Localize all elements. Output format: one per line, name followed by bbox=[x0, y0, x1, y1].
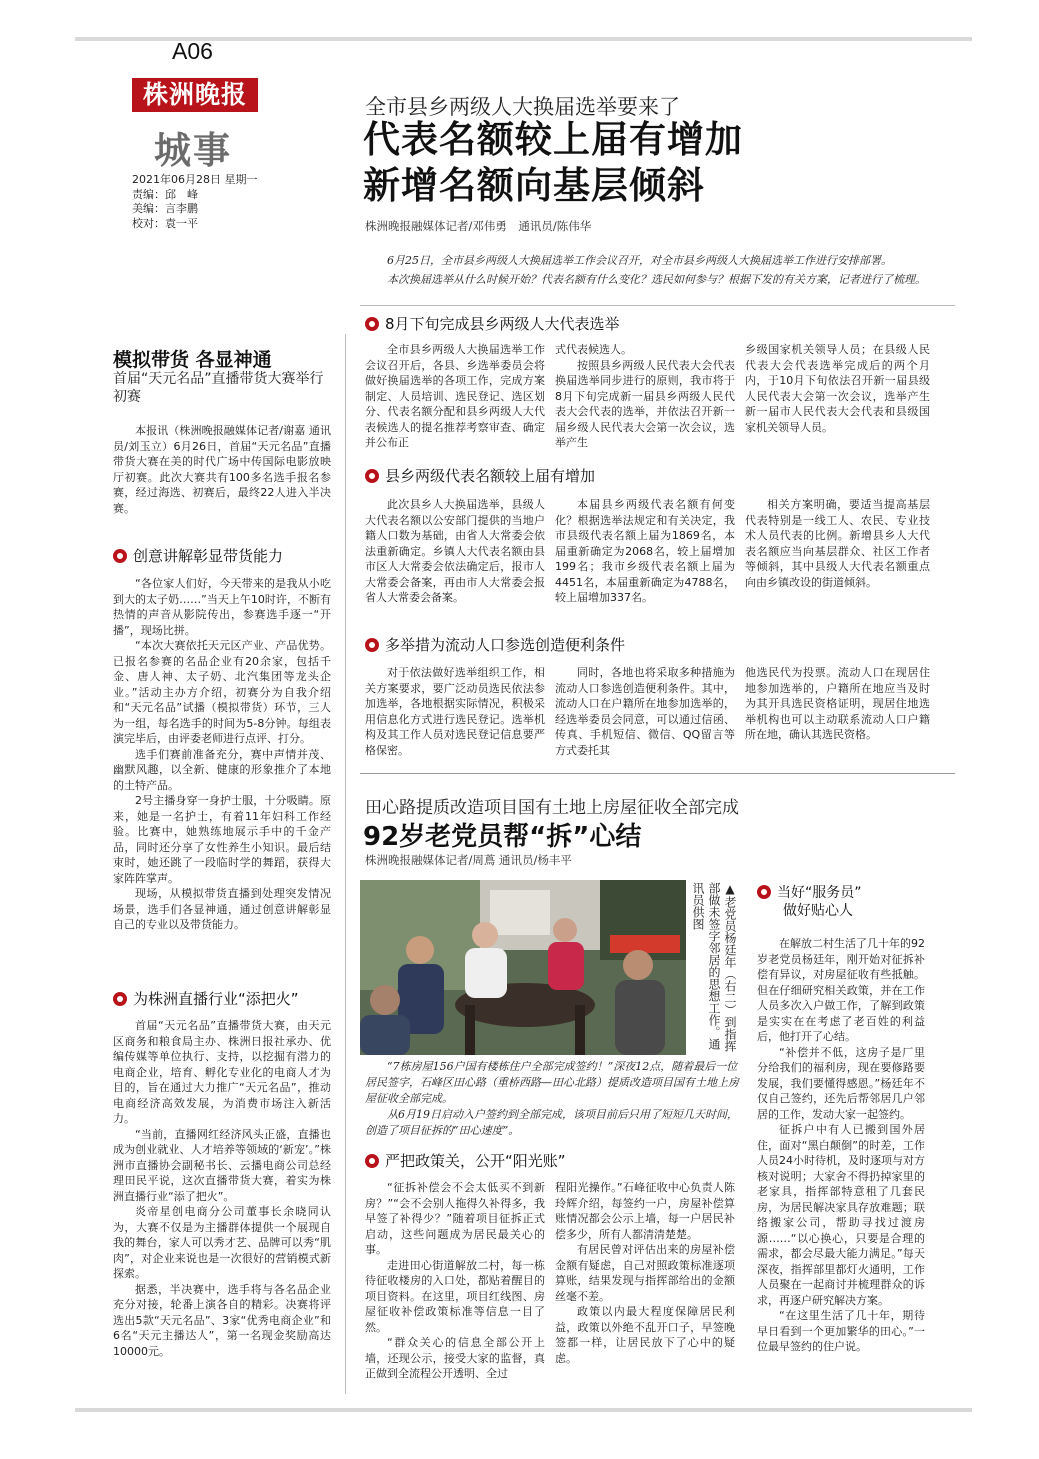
story2-byline: 株洲晚报融媒体记者/周蔦 通讯员/杨丰平 bbox=[365, 853, 572, 867]
story2-headline: 92岁老党员帮“拆”心结 bbox=[363, 822, 642, 852]
news-photo bbox=[360, 880, 686, 1055]
divider bbox=[360, 773, 955, 774]
meeting-photo-illustration bbox=[360, 880, 686, 1055]
subheading: 严把政策关，公开“阳光账” bbox=[365, 1150, 566, 1171]
left-story-title: 模拟带货 各显神通 bbox=[113, 349, 272, 371]
bullet-icon bbox=[113, 549, 127, 563]
proof-credit: 校对：袁一平 bbox=[132, 216, 198, 230]
story1-headline bbox=[363, 117, 743, 209]
article-column: 本届县乡两级代表名额有何变化？根据选举法规定和有关决定，我市县级代表名额上届为1869名，本届重新确定为2068名，较上届增加199名；我市乡级代表名额上届为4451名，本届重新确定为4788名，较上届增加337名。 bbox=[555, 498, 735, 604]
bullet-icon bbox=[365, 638, 379, 652]
intro-paragraph: 6月25日，全市县乡两级人大换届选举工作会议召开，对全市县乡两级人大换届选举工作进行安排部署。 bbox=[387, 254, 892, 267]
subheading: 创意讲解彰显带货能力 bbox=[113, 545, 283, 566]
bullet-icon bbox=[365, 317, 379, 331]
article-column: 此次县乡人大换届选举，县级人大代表名额以公安部门提供的当地户籍人口数为基础，由省人大常委会依法重新确定。乡镇人大代表名额由县市区人大常委会依法确定后，报市人大常委会备案，再由市人大常委会报省人大常委会备案。 bbox=[365, 498, 545, 604]
section-title: 城事 bbox=[154, 128, 232, 172]
page-number: A06 bbox=[172, 38, 213, 64]
divider bbox=[360, 305, 955, 306]
article-column: 他选民代为投票。流动人口在现居住地参加选举的，户籍所在地应当及时为其开具选民资格证明，现居住地选举机构也可以主动联系流动人口户籍所在地，确认其选民资格。 bbox=[745, 666, 930, 741]
left-story-subtitle: 首届“天元名品”直播带货大赛举行初赛 bbox=[113, 371, 324, 405]
subheading: 8月下旬完成县乡两级人大代表选举 bbox=[365, 313, 620, 334]
subheading: 当好“服务员” 做好贴心人 bbox=[757, 884, 862, 920]
article-column: 对于依法做好选举组织工作，相关方案要求，要广泛动员选民依法参加选举，各地根据实际情况，积极采用信息化方式进行选民登记。选举机构及其工作人员对选民登记信息要严格保密。 bbox=[365, 666, 545, 757]
issue-date: 2021年06月28日 星期一 bbox=[132, 173, 258, 186]
bullet-icon bbox=[113, 992, 127, 1006]
left-story-body: 首届“天元名品”直播带货大赛，由天元区商务和粮食局主办、株洲日报社承办、优编传媒等单位执行、支持，以挖掘有潜力的电商企业，培育、孵化专业化的电商人才为目的，旨在通过大力推广“天元名品”，推动电商经济高效发展，为消费市场注入新活力。 “当前，直播网红经济风头正盛，直播也成为创业就业、人才培养等领域的‘新宠’。”株洲市直播协会副秘书长、云播电商公司总经理田民平说，这次直播带货大赛，着实为株洲直播行业“添了把火”。 炎帝星创电商分公司董事长余晓同认为，大赛不仅是为主播群体提供一个展现自我的舞台，家人可以秀才艺、品牌可以秀“肌肉”，对企业来说也是一次很好的营销模式新探索。 据悉，半决赛中，选手将与各名品企业充分对接，轮番上演各自的精彩。决赛将评选出5款“天元名品”、3家“优秀电商企业”和6名“天元主播达人”，第一名现金奖励高达10000元。 bbox=[113, 1019, 331, 1358]
subheading: 为株洲直播行业“添把火” bbox=[113, 988, 299, 1009]
story1-byline: 株洲晚报融媒体记者/邓伟勇 通讯员/陈伟华 bbox=[365, 219, 592, 233]
story1-headline-line2: 新增名额向基层倾斜 bbox=[363, 164, 705, 207]
story1-headline-line1: 代表名额较上届有增加 bbox=[363, 118, 743, 161]
story1-intro bbox=[365, 251, 955, 289]
bullet-icon bbox=[365, 469, 379, 483]
bottom-rule bbox=[75, 1408, 972, 1412]
article-column: 程阳光操作。”石峰征收中心负责人陈玲辉介绍，每签约一户，房屋补偿算账情况都会公示上墙，每一户居民补偿多少，所有人都清清楚楚。 有居民曾对评估出来的房屋补偿金额有疑虑，自己对照政策标准逐项算账，结果发现与指挥部给出的金额丝毫不差。 政策以内最大程度保障居民利益，政策以外绝不乱开口子，早签晚签都一样，让居民放下了心中的疑虑。 bbox=[555, 1181, 735, 1365]
article-column: 全市县乡两级人大换届选举工作会议召开后，各县、乡选举委员会将做好换届选举的各项工作，完成方案制定、人员培训、选民登记、选区划分、代表名额分配和县乡两级人大代表候选人的提名推荐考察审查、确定并公布正 bbox=[365, 343, 545, 449]
article-column: 式代表候选人。 按照县乡两级人民代表大会代表换届选举同步进行的原则，我市将于8月下旬完成新一届县乡两级人民代表大会代表的选举，并依法召开新一届乡级人民代表大会第一次会议，选举产生 bbox=[555, 343, 735, 449]
issue-meta bbox=[132, 173, 258, 231]
article-column: 乡级国家机关领导人员；在县级人民代表大会代表选举完成后的两个月内，于10月下旬依法召开新一届县级人民代表大会第一次会议，选举产生新一届市人民代表大会代表和县级国家机关领导人员。 bbox=[745, 343, 930, 434]
art-credit: 美编：言李鹏 bbox=[132, 202, 198, 215]
story2-lead: “7栋房屋156户国有楼栋住户全部完成签约！”深夜12点，随着最后一位居民签字，石峰区田心路（重桥西路—田心北路）提质改造项目国有土地上房屋征收全部完成。 从6月19日启动入户签约到全部完成，该项目前后只用了短短几天时间，创造了项目征拆的“田心速度”。 bbox=[365, 1060, 739, 1137]
newspaper-masthead: 株洲晚报 bbox=[132, 78, 258, 112]
article-column: “征拆补偿会不会太低买不到新房？”“会不会别人拖得久补得多，我早签了补得少？”随着项目征拆正式启动，这些问题成为居民最关心的事。 走进田心街道解放二村，每一栋待征收楼房的入口处，都贴着醒目的项目资料。在这里，项目红线图、房屋征收补偿政策标准等信息一目了然。 “群众关心的信息全部公开上墙，还现公示，接受大家的监督，真正做到全流程公开透明、全过 bbox=[365, 1181, 545, 1380]
left-story-body: 本报讯（株洲晚报融媒体记者/谢嘉 通讯员/刘玉立）6月26日，首届“天元名品”直播带货大赛在美的时代广场中传国际电影放映厅初赛。此次大赛共有100多名选手报名参赛，经过海选、初赛后，最终22人进入半决赛。 bbox=[113, 424, 331, 515]
photo-caption: ▲老党员杨廷年（右二）到指挥部做未签字邻居的思想工作。通讯员供图 bbox=[691, 882, 737, 1052]
column-divider bbox=[345, 334, 346, 1394]
intro-paragraph: 本次换届选举从什么时候开始？代表名额有什么变化？选民如何参与？根据下发的有关方案，记者进行了梳理。 bbox=[387, 273, 926, 286]
bullet-icon bbox=[365, 1154, 379, 1168]
subheading: 多举措为流动人口参选创造便利条件 bbox=[365, 634, 625, 655]
story1-kicker: 全市县乡两级人大换届选举要来了 bbox=[365, 95, 680, 119]
bullet-icon bbox=[757, 885, 771, 899]
article-column: 在解放二村生活了几十年的92岁老党员杨廷年，刚开始对征拆补偿有异议，对房屋征收有些抵触。但在仔细研究相关政策，并在工作人员多次入户做工作，了解到政策是实实在在考虑了老百姓的利益后，他打开了心结。 “补偿并不低，这房子是厂里分给我们的福利房，现在要修路要发展，我们要懂得感恩。”杨廷年不仅自己签约，还先后帮邻居几户邻居的工作，发动大家一起签约。 征拆户中有人已搬到国外居住，面对“黑白颠倒”的时差，工作人员24小时待机，及时逐项与对方核对说明；大家舍不得扔掉家里的老家具，指挥部特意租了几套民房，为居民解决家具存放难题；联络搬家公司，帮助寻找过渡房源……“以心换心，只要是合理的需求，都会尽最大能力满足。”每天深夜，指挥部里都灯火通明，工作人员聚在一起商讨并梳理群众的诉求，再逐户研究解决方案。 “在这里生活了几十年，期待早日看到一个更加繁华的田心。”一位最早签约的住户说。 bbox=[757, 937, 925, 1353]
story2-kicker: 田心路提质改造项目国有土地上房屋征收全部完成 bbox=[365, 798, 739, 818]
subheading: 县乡两级代表名额较上届有增加 bbox=[365, 465, 595, 486]
article-column: 同时，各地也将采取多种措施为流动人口参选创造便利条件。其中，流动人口在户籍所在地参加选举的，经选举委员会同意，可以通过信函、传真、手机短信、微信、QQ留言等方式委托其 bbox=[555, 666, 735, 757]
editor-credit: 责编：邱 峰 bbox=[132, 187, 198, 201]
left-story-body: “各位家人们好，今天带来的是我从小吃到大的太子奶……”当天上午10时许，不断有热情的声音从影院传出，参赛选手逐一“开播”，现场比拼。 “本次大赛依托天元区产业、产品优势。已报名参赛的名品企业有20余家，包括千金、唐人神、太子奶、北汽集团等龙头企业。”活动主办方介绍，初赛分为自我介绍和“天元名品”试播（模拟带货）环节，三人为一组，每名选手的时间为5-8分钟。每组表演完毕后，由评委老师进行点评、打分。 选手们赛前准备充分，赛中声情并茂、幽默风趣，以全新、健康的形象推介了本地的土特产品。 2号主播身穿一身护士服，十分吸睛。原来，她是一名护士，有着11年妇科工作经验。比赛中，她熟练地展示手中的千金产品，同时还分享了女性养生小知识。最后结束时，她还跳了一段临时学的舞蹈，获得大家阵阵掌声。 现场，从模拟带货直播到处理突发情况场景，选手们各显神通，通过创意讲解彰显自己的专业以及带货能力。 bbox=[113, 577, 331, 931]
article-column: 相关方案明确，要适当提高基层代表特别是一线工人、农民、专业技术人员代表的比例。新增县乡人大代表名额应当向基层群众、社区工作者等倾斜，其中县级人大代表名额重点向由乡镇改设的街道倾斜。 bbox=[745, 498, 930, 589]
